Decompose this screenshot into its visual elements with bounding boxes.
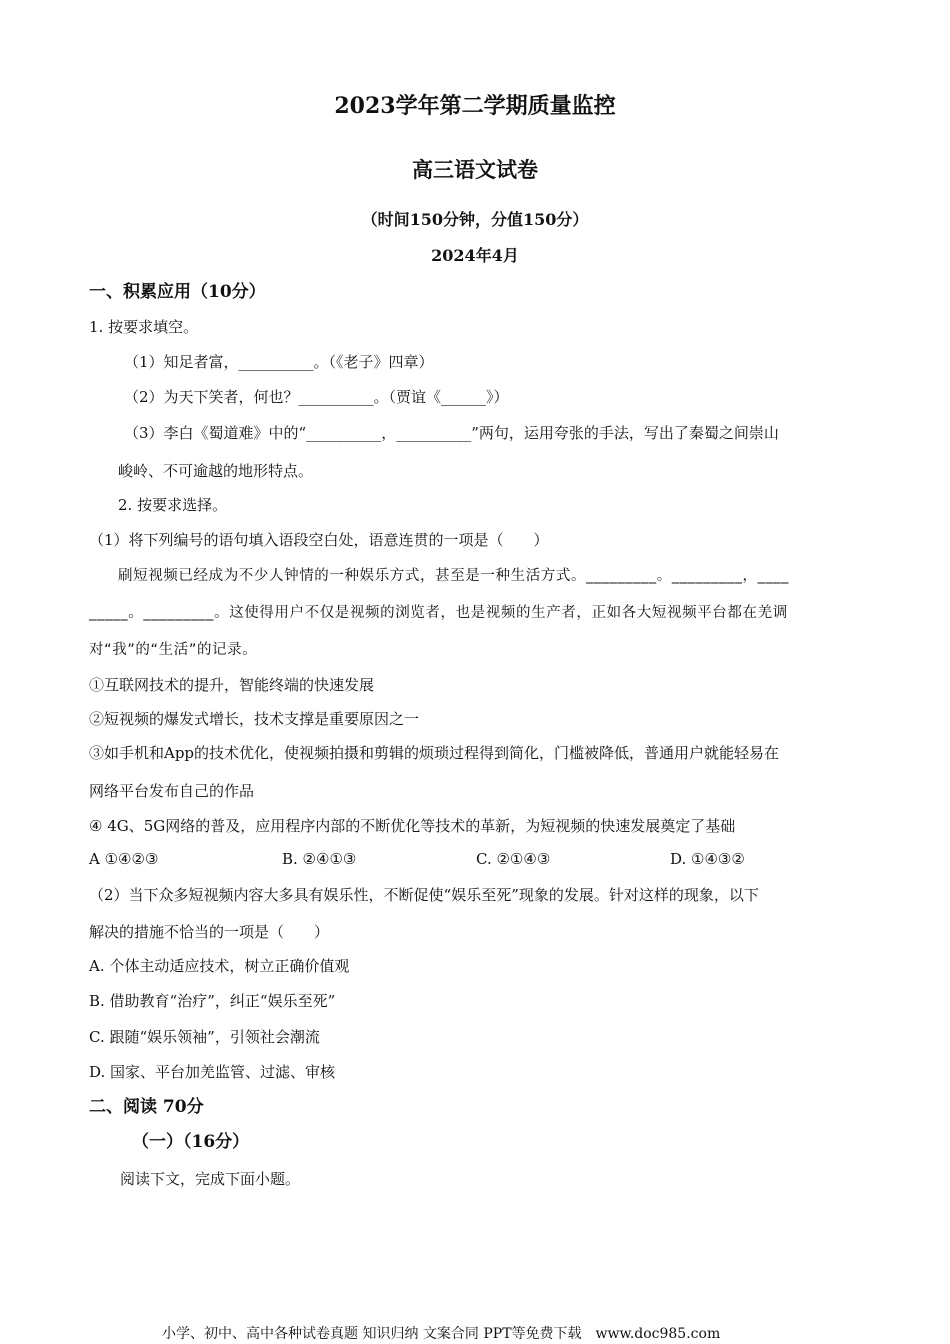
choice-2-b: B. 借助教育“治疗”，纠正“娱乐至死” — [89, 992, 336, 1010]
choice-1-a: A ①④②③ — [89, 850, 159, 868]
choice-2-d: D. 国家、平台加羌监管、过滤、审核 — [89, 1063, 336, 1081]
choice-2-c: C. 跟随“娱乐领袖”，引领社会潮流 — [89, 1028, 320, 1046]
list-item-2: ②短视频的爆发式增长，技术支撑是重要原因之一 — [89, 710, 420, 728]
question-1-intro: 1. 按要求填空。 — [89, 318, 199, 336]
question-2-intro: 2. 按要求选择。 — [118, 496, 228, 514]
passage-line-1: 刷短视频已经成为不少人钟情的一种娱乐方式，甚至是一种生活方式。_________。_________，____ — [118, 568, 789, 584]
question-1-3-line1: （3）李白《蜀道难》中的“__________，__________”两句，运用夸张的手法，写出了秦蜀之间崇山 — [124, 424, 779, 442]
list-item-3-line1: ③如手机和App的技术优化，使视频拍摄和剪辑的烦琐过程得到简化，门槛被降低，普通用户就能轻易在 — [89, 744, 780, 762]
list-item-1: ①互联网技术的提升，智能终端的快速发展 — [89, 676, 375, 694]
exam-date: 2024年4月 — [431, 246, 519, 265]
reading-instruction: 阅读下文，完成下面小题。 — [120, 1170, 301, 1188]
passage-line-2: _____。_________。这使得用户不仅是视频的浏览者，也是视频的生产者，正如各大短视频平台都在羌调 — [89, 605, 788, 621]
section-2-heading: 二、阅读 70分 — [89, 1097, 204, 1117]
question-2-2-line1: （2）当下众多短视频内容大多具有娱乐性，不断促使“娱乐至死”现象的发展。针对这样的现象，以下 — [89, 886, 759, 904]
footer-text: 小学、初中、高中各种试卷真题 知识归纳 文案合同 PPT等免费下载 www.doc985.com — [162, 1326, 721, 1342]
choice-2-a: A. 个体主动适应技术，树立正确价值观 — [89, 957, 350, 975]
time-info: （时间150分钟，分值150分） — [361, 210, 589, 229]
choice-1-c: C. ②①④③ — [476, 850, 551, 868]
page-title: 2023学年第二学期质量监控 — [334, 93, 616, 119]
choice-1-b: B. ②④①③ — [282, 850, 357, 868]
choice-1-d: D. ①④③② — [670, 850, 745, 868]
section-2-part-1: （一）（16分） — [132, 1132, 250, 1152]
page-subtitle: 高三语文试卷 — [412, 157, 538, 182]
question-1-3-line2: 峻岭、不可逾越的地形特点。 — [118, 462, 314, 480]
question-1-1: （1）知足者富，__________。（《老子》四章） — [124, 353, 434, 371]
question-1-2: （2）为天下笑者，何也？__________。（贾谊《______》） — [124, 388, 509, 406]
passage-line-3: 对“我”的“生活”的记录。 — [89, 642, 258, 658]
list-item-4: ④ 4G、5G网络的普及，应用程序内部的不断优化等技术的革新，为短视频的快速发展奠定了基础 — [89, 817, 736, 835]
question-2-2-line2: 解决的措施不恰当的一项是（ ） — [89, 923, 330, 941]
question-2-1-stem: （1）将下列编号的语句填入语段空白处，语意连贯的一项是（ ） — [89, 531, 549, 549]
section-1-heading: 一、积累应用（10分） — [89, 282, 266, 302]
list-item-3-line2: 网络平台发布自己的作品 — [89, 782, 255, 800]
